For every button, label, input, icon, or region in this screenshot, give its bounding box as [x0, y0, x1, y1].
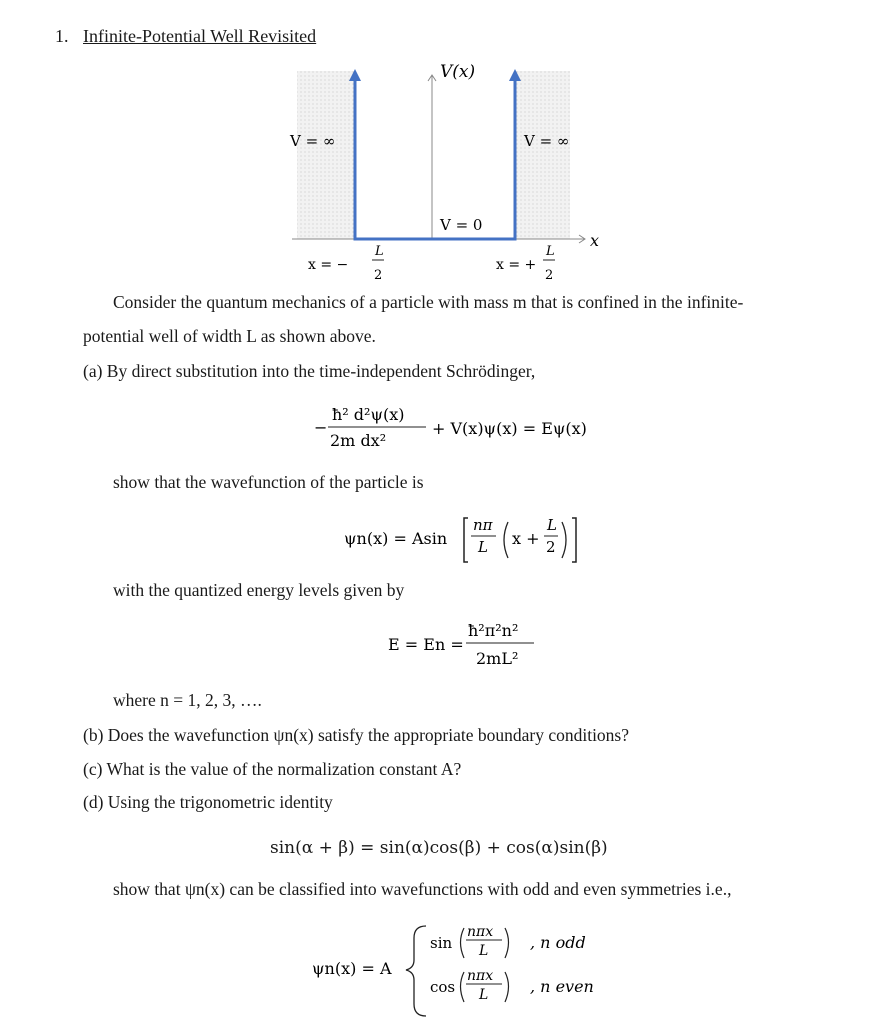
odd-label: , n odd [530, 933, 586, 952]
sin-fraction-num: nπx [467, 924, 494, 940]
trig-identity-equation: sin(α + β) = sin(α)cos(β) + cos(α)sin(β) [270, 838, 608, 858]
right-region-label: V = ∞ [524, 132, 570, 150]
part-c-text: (c) What is the value of the normalization constant A? [83, 759, 462, 779]
show-wavefunction-text: show that the wavefunction of the particle is [113, 472, 424, 492]
schrodinger-denominator: 2m dx² [330, 431, 387, 450]
part-b-text: (b) Does the wavefunction ψn(x) satisfy the appropriate boundary conditions? [83, 725, 630, 745]
left-region-label: V = ∞ [290, 132, 336, 150]
right-wall-numerator: L [546, 244, 555, 259]
cos-function: cos [430, 978, 456, 996]
left-barrier-region [297, 71, 355, 239]
inside-region-label: V = 0 [440, 216, 483, 234]
schrodinger-rest: + V(x)ψ(x) = Eψ(x) [432, 419, 587, 438]
with-energy-text: with the quantized energy levels given by [113, 580, 405, 600]
problem-heading [55, 26, 316, 47]
wavefunction-frac2-den: 2 [546, 538, 556, 556]
wavefunction-equation [340, 506, 620, 568]
sin-right-paren-icon [505, 928, 509, 958]
v-axis-label: V(x) [440, 62, 476, 82]
even-label: , n even [530, 977, 594, 996]
potential-well-figure [0, 55, 875, 290]
wavefunction-x-plus: x + [512, 529, 540, 548]
sin-left-paren-icon [461, 928, 465, 958]
wavefunction-frac2-num: L [547, 516, 557, 534]
energy-lhs: E = En = [388, 635, 464, 654]
right-barrier-region [515, 71, 570, 239]
energy-numerator: ħ²π²n² [468, 621, 519, 640]
left-wall-denominator: 2 [374, 268, 383, 283]
wavefunction-lhs: ψn(x) = Asin [344, 529, 448, 548]
sin-function: sin [430, 934, 453, 952]
cos-fraction-num: nπx [467, 968, 494, 984]
right-bracket-icon [572, 518, 576, 562]
cos-left-paren-icon [461, 972, 465, 1002]
part-d-text: (d) Using the trigonometric identity [83, 792, 333, 812]
left-paren-icon [504, 522, 508, 558]
well-walls [355, 77, 515, 239]
sin-fraction-den: L [479, 943, 489, 959]
cos-right-paren-icon [505, 972, 509, 1002]
show-classified-text: show that ψn(x) can be classified into wavefunctions with odd and even symmetries i.e., [113, 879, 732, 899]
wavefunction-frac1-den: L [478, 538, 488, 556]
where-n-text: where n = 1, 2, 3, …. [113, 690, 262, 710]
left-wall-prefix: x = − [308, 257, 349, 273]
right-paren-icon [562, 522, 566, 558]
x-axis-label: x [590, 231, 600, 250]
problem-number: 1. [55, 26, 69, 46]
right-wall-prefix: x = + [496, 257, 537, 273]
energy-denominator: 2mL² [476, 649, 519, 668]
symmetry-lhs: ψn(x) = A [312, 959, 392, 978]
wavefunction-frac1-num: nπ [473, 516, 493, 534]
cos-fraction-den: L [479, 987, 489, 1003]
schrodinger-minus: − [314, 418, 328, 437]
left-bracket-icon [464, 518, 468, 562]
problem-title: Infinite-Potential Well Revisited [83, 26, 317, 46]
part-a-text: (a) By direct substitution into the time-independent Schrödinger, [83, 361, 536, 381]
intro-line-1: Consider the quantum mechanics of a particle with mass m that is confined in the infinite- [113, 292, 744, 312]
piecewise-brace-icon [406, 926, 426, 1016]
energy-equation [384, 612, 564, 674]
left-wall-numerator: L [375, 244, 384, 259]
schrodinger-equation [300, 398, 640, 460]
intro-line-2: potential well of width L as shown above. [83, 326, 376, 346]
schrodinger-numerator: ħ² d²ψ(x) [332, 405, 405, 424]
right-wall-denominator: 2 [545, 268, 554, 283]
symmetry-equation [300, 918, 620, 1022]
